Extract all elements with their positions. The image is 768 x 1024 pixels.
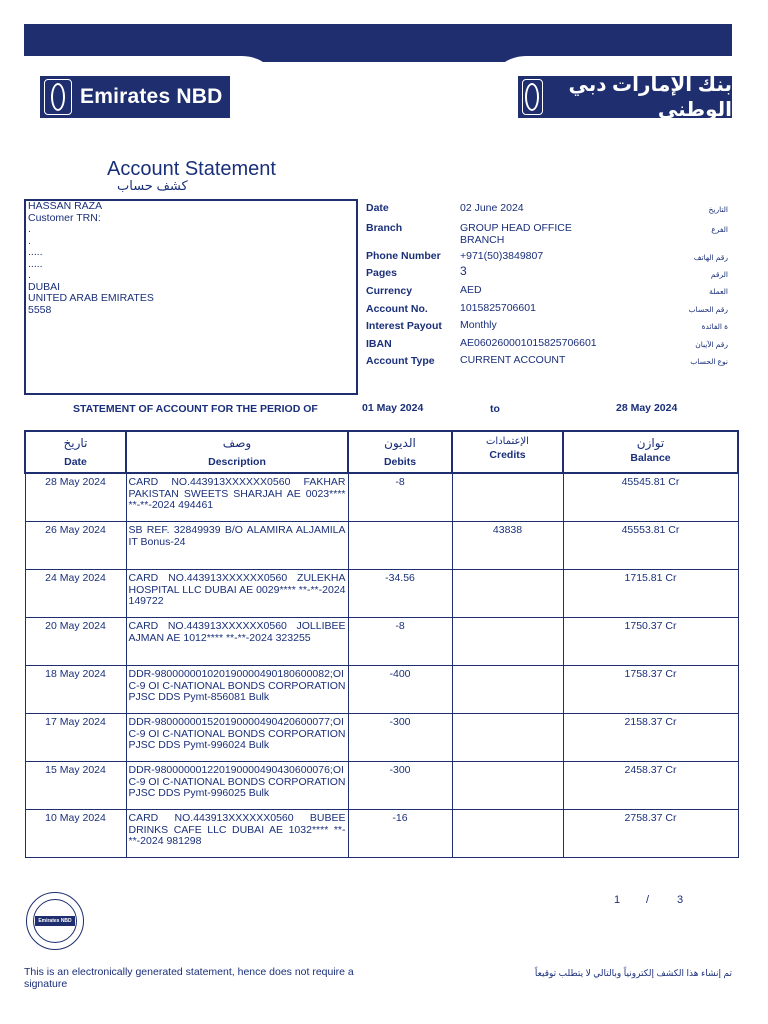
info-ar-account-no: رقم الحساب (688, 305, 728, 314)
cell-date: 18 May 2024 (25, 666, 126, 714)
cell-balance: 45553.81 Cr (563, 522, 738, 570)
cell-description: DDR-980000001520190000490420600077;OIC-9 OI C-NATIONAL BONDS CORPORATION PJSC DDS Pymt-996024 Bulk (126, 714, 348, 762)
info-ar-currency: العملة (709, 287, 728, 296)
info-ar-interest: ة الفائدة (701, 322, 728, 331)
table-header-row (25, 431, 738, 473)
info-ar-iban: رقم الآيبان (695, 340, 728, 349)
bank-emblem-icon (44, 79, 72, 115)
cell-credit (452, 570, 563, 618)
bank-logo-ar (518, 74, 732, 121)
cell-balance: 1715.81 Cr (563, 570, 738, 618)
table-row (25, 473, 738, 522)
customer-trn: Customer TRN: (28, 211, 101, 224)
info-label-date: Date (366, 202, 389, 214)
bank-name-en: Emirates NBD (80, 85, 223, 108)
cell-debit: -34.56 (348, 570, 452, 618)
cell-credit (452, 618, 563, 666)
bank-emblem-icon (522, 79, 543, 115)
cell-credit (452, 762, 563, 810)
cell-credit (452, 666, 563, 714)
cell-date: 15 May 2024 (25, 762, 126, 810)
address-line: ..... (28, 246, 43, 258)
info-ar-pages: الرقم (710, 270, 728, 279)
cell-debit (348, 522, 452, 570)
footer-note-ar: تم إنشاء هذا الكشف إلكترونياً وبالتالي لا يتطلب توقيعاً (534, 968, 732, 978)
cell-balance: 1750.37 Cr (563, 618, 738, 666)
customer-name: HASSAN RAZA (28, 200, 103, 212)
transactions-table (24, 430, 739, 858)
statement-title: Account Statement (107, 158, 276, 180)
info-value-date: 02 June 2024 (460, 202, 524, 214)
info-label-phone: Phone Number (366, 250, 441, 262)
cell-date: 17 May 2024 (25, 714, 126, 762)
bank-logo-en (40, 76, 230, 118)
cell-debit: -16 (348, 810, 452, 858)
column-header-credits: الإعتمادات Credits (452, 431, 563, 473)
cell-balance: 2158.37 Cr (563, 714, 738, 762)
cell-balance: 2458.37 Cr (563, 762, 738, 810)
cell-date: 24 May 2024 (25, 570, 126, 618)
cell-date: 10 May 2024 (25, 810, 126, 858)
info-value-iban: AE060260001015825706601 (460, 337, 597, 349)
address-country: UNITED ARAB EMIRATES (28, 292, 154, 304)
address-line: . (28, 234, 31, 247)
info-ar-branch: الفرع (711, 225, 728, 234)
cell-debit: -300 (348, 714, 452, 762)
cell-balance: 45545.81 Cr (563, 473, 738, 522)
cell-debit: -400 (348, 666, 452, 714)
info-label-pages: Pages (366, 267, 397, 279)
info-label-interest: Interest Payout (366, 320, 442, 332)
table-row (25, 666, 738, 714)
period-to: 28 May 2024 (616, 402, 678, 414)
page-separator: / (646, 894, 650, 906)
column-header-description: وصف Description (126, 431, 348, 473)
period-to-label: to (490, 403, 500, 415)
info-value-account-type: CURRENT ACCOUNT (460, 354, 566, 366)
cell-date: 20 May 2024 (25, 618, 126, 666)
period-from: 01 May 2024 (362, 402, 424, 414)
table-row (25, 618, 738, 666)
info-ar-date: التاريخ (708, 205, 728, 214)
bank-stamp (26, 892, 84, 950)
cell-description: DDR-980000001020190000490180600082;OIC-9 OI C-NATIONAL BONDS CORPORATION PJSC DDS Pymt-856081 Bulk (126, 666, 348, 714)
info-label-account-type: Account Type (366, 355, 435, 367)
info-value-branch: GROUP HEAD OFFICE BRANCH (460, 222, 572, 246)
info-value-pages: 3 (460, 264, 467, 278)
table-row (25, 762, 738, 810)
column-header-balance: توازن Balance (563, 431, 738, 473)
footer-note: This is an electronically generated statement, hence does not require a signature (24, 966, 354, 990)
cell-description: CARD NO.443913XXXXXX0560 JOLLIBEE AJMAN AE 1012**** **-**-2024 323255 (126, 618, 348, 666)
address-city: DUBAI (28, 280, 61, 293)
info-value-phone: +971(50)3849807 (460, 250, 544, 262)
info-label-currency: Currency (366, 285, 413, 297)
info-value-interest: Monthly (460, 319, 497, 331)
info-label-branch: Branch (366, 222, 403, 234)
column-header-debits: الديون Debits (348, 431, 452, 473)
info-label-iban: IBAN (366, 338, 392, 350)
cell-debit: -8 (348, 618, 452, 666)
cell-description: DDR-980000001220190000490430600076;OIC-9 OI C-NATIONAL BONDS CORPORATION PJSC DDS Pymt-996025 Bulk (126, 762, 348, 810)
cell-debit: -300 (348, 762, 452, 810)
cell-description: CARD NO.443913XXXXXX0560 FAKHAR PAKISTAN SWEETS SHARJAH AE 0023**** **-**-2024 494461 (126, 473, 348, 522)
cell-date: 26 May 2024 (25, 522, 126, 570)
cell-credit: 43838 (452, 522, 563, 570)
info-ar-account-type: نوع الحساب (690, 357, 728, 366)
cell-description: CARD NO.443913XXXXXX0560 BUBEE DRINKS CAFE LLC DUBAI AE 1032**** **-**-2024 981298 (126, 810, 348, 858)
stamp-logo: Emirates NBD (35, 916, 74, 926)
table-row (25, 522, 738, 570)
cell-balance: 1758.37 Cr (563, 666, 738, 714)
address-po: 5558 (28, 303, 52, 316)
bank-name-ar: بنك الإمارات دبي الوطني (568, 74, 732, 121)
address-line: . (28, 223, 31, 235)
period-label: STATEMENT OF ACCOUNT FOR THE PERIOD OF (73, 403, 318, 415)
cell-balance: 2758.37 Cr (563, 810, 738, 858)
page-current: 1 (614, 894, 621, 906)
table-row (25, 714, 738, 762)
cell-description: CARD NO.443913XXXXXX0560 ZULEKHA HOSPITAL LLC DUBAI AE 0029**** **-**-2024 149722 (126, 570, 348, 618)
address-line: . (28, 269, 31, 281)
table-row (25, 570, 738, 618)
statement-title-ar: كشف حساب (117, 178, 188, 193)
customer-address-box (24, 199, 358, 395)
cell-description: SB REF. 32849939 B/O ALAMIRA ALJAMILA IT Bonus-24 (126, 522, 348, 570)
info-label-account-no: Account No. (366, 303, 428, 315)
info-value-account-no: 1015825706601 (460, 302, 536, 314)
cell-credit (452, 810, 563, 858)
address-line: ..... (28, 257, 43, 270)
cell-credit (452, 714, 563, 762)
cell-date: 28 May 2024 (25, 473, 126, 522)
cell-credit (452, 473, 563, 522)
column-header-date: تاريخ Date (25, 431, 126, 473)
table-row (25, 810, 738, 858)
cell-debit: -8 (348, 473, 452, 522)
info-value-currency: AED (460, 284, 482, 296)
info-ar-phone: رقم الهاتف (693, 253, 728, 262)
page-total: 3 (677, 894, 684, 906)
